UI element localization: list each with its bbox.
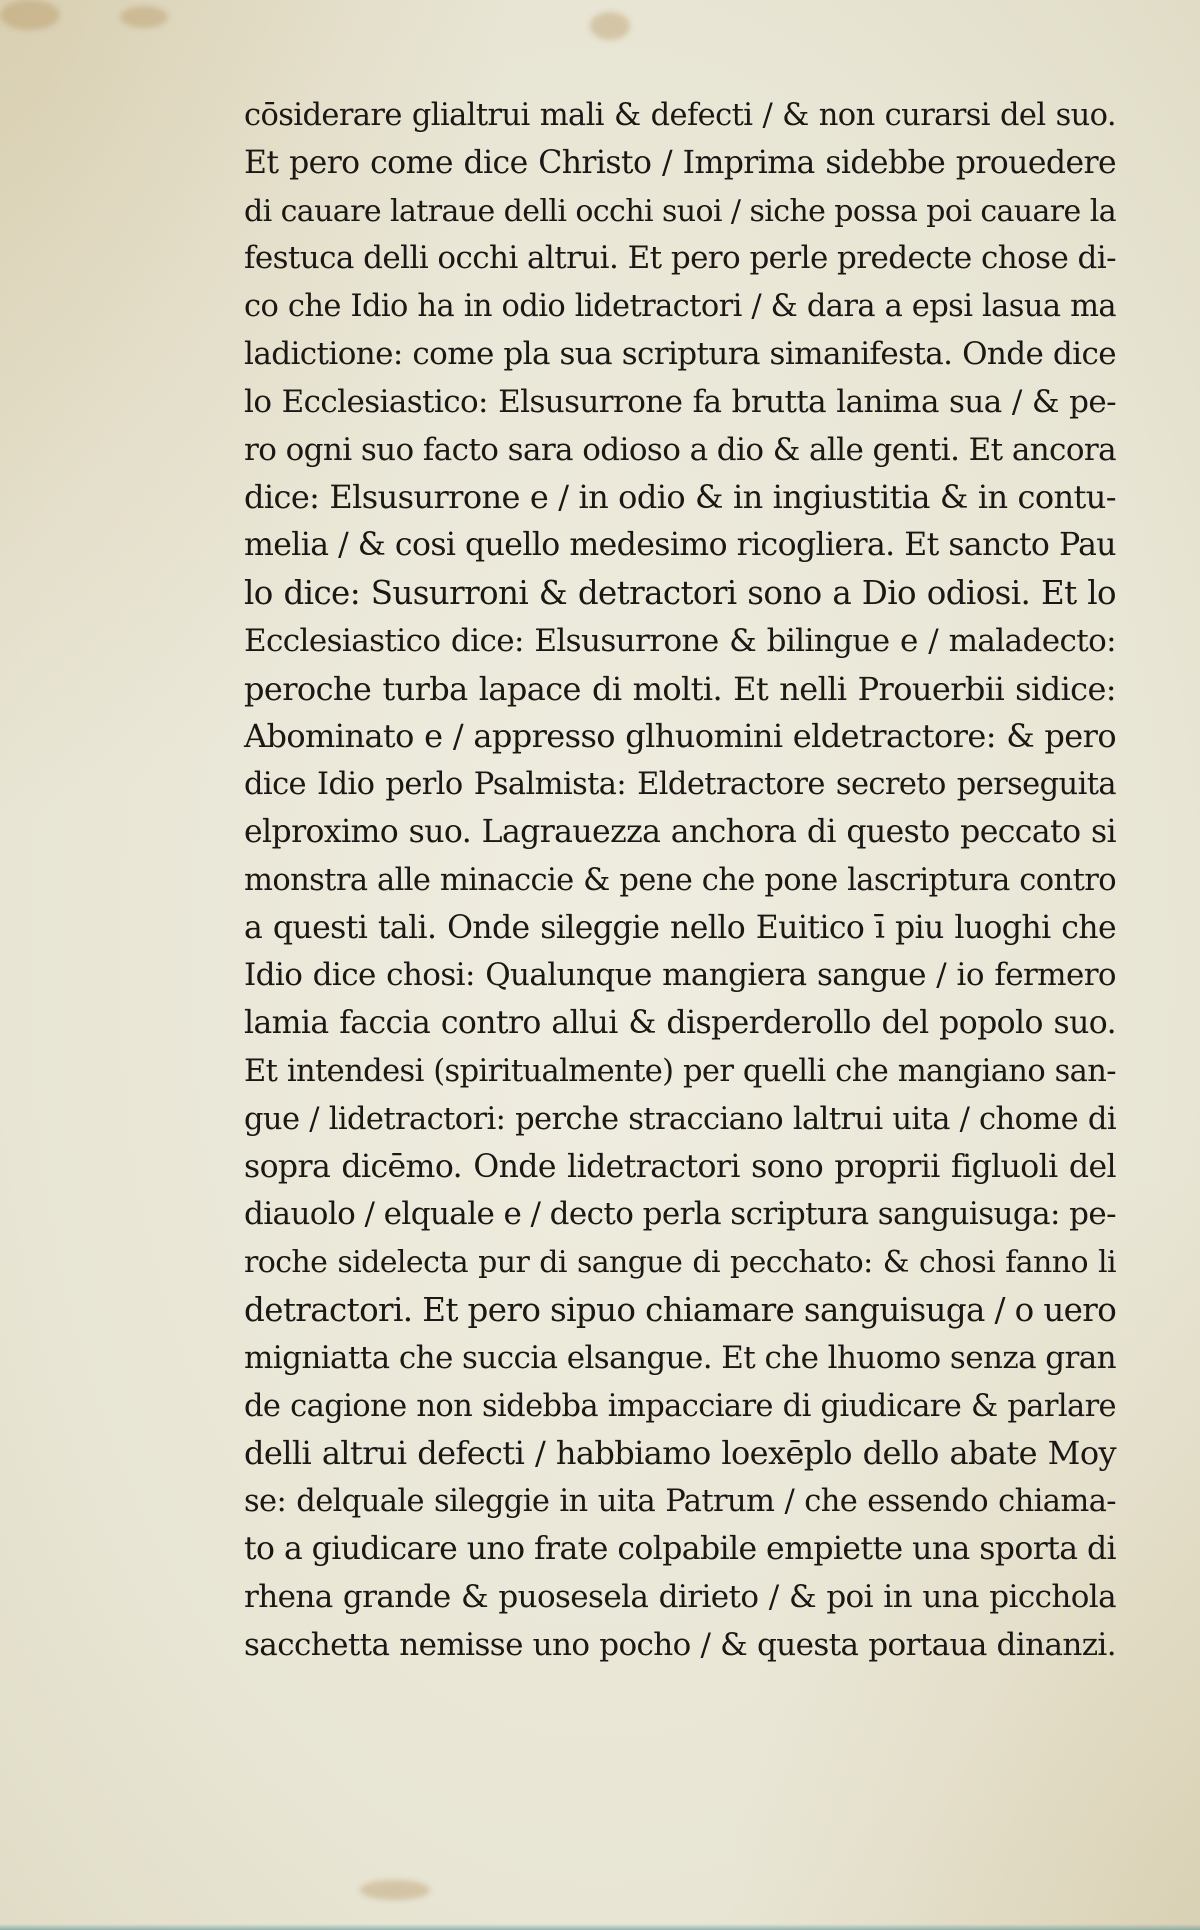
text-line: monstra alle minaccie & pene che pone lascriptura contro	[244, 862, 1116, 898]
page-bottom-edge	[0, 1924, 1200, 1930]
text-line: Idio dice chosi: Qualunque mangiera sangue / io fermero	[244, 957, 1116, 994]
text-line: roche sidelecta pur di sangue di pecchato: & chosi fanno li	[244, 1245, 1116, 1281]
text-line: Abominato e / appresso glhuomini eldetractore: & pero	[244, 717, 1116, 756]
foxing-stain	[360, 1880, 430, 1900]
text-line: Et pero come dice Christo / Imprima sidebbe prouedere	[244, 144, 1116, 181]
text-line: gue / lidetractori: perche stracciano laltrui uita / chome di	[244, 1101, 1116, 1137]
text-line: a questi tali. Onde sileggie nello Euitico ī piu luoghi che	[244, 909, 1116, 946]
text-line: peroche turba lapace di molti. Et nelli Prouerbii sidice:	[244, 669, 1116, 708]
text-line: ladictione: come pla sua scriptura simanifesta. Onde dice	[244, 335, 1116, 372]
foxing-stain	[590, 12, 630, 40]
text-line: festuca delli occhi altrui. Et pero perle predecte chose di-	[244, 240, 1116, 277]
text-line: diauolo / elquale e / decto perla scriptura sanguisuga: pe-	[244, 1196, 1116, 1233]
text-line: cōsiderare glialtrui mali & defecti / & non curarsi del suo.	[244, 98, 1116, 133]
foxing-stain	[120, 6, 168, 28]
text-line: dice: Elsusurrone e / in odio & in ingiustitia & in contu-	[244, 478, 1116, 517]
text-line: rhena grande & puosesela dirieto / & poi in una picchola	[244, 1578, 1116, 1615]
text-line: melia / & cosi quello medesimo ricogliera. Et sancto Pau	[244, 527, 1116, 564]
text-line: lo Ecclesiastico: Elsusurrone fa brutta lanima sua / & pe-	[244, 383, 1116, 420]
text-line: to a giudicare uno frate colpabile empiette una sporta di	[244, 1530, 1116, 1567]
text-line: detractori. Et pero sipuo chiamare sanguisuga / o uero	[244, 1290, 1117, 1329]
text-line: di cauare latraue delli occhi suoi / siche possa poi cauare la	[244, 193, 1116, 229]
text-line: lo dice: Susurroni & detractori sono a Dio odiosi. Et lo	[244, 573, 1116, 612]
text-line: de cagione non sidebba impacciare di giudicare & parlare	[244, 1388, 1116, 1424]
page-text	[244, 92, 1116, 1669]
text-line: ro ogni suo facto sara odioso a dio & alle genti. Et ancora	[244, 431, 1116, 468]
text-line: dice Idio perlo Psalmista: Eldetractore secreto perseguita	[244, 767, 1116, 803]
text-line: co che Idio ha in odio lidetractori / & dara a epsi lasua ma	[244, 289, 1116, 325]
text-line: sopra dicēmo. Onde lidetractori sono proprii figluoli del	[244, 1148, 1116, 1185]
text-line: se: delquale sileggie in uita Patrum / che essendo chiama-	[244, 1484, 1116, 1520]
text-line: Ecclesiastico dice: Elsusurrone & bilingue e / maladecto:	[244, 622, 1116, 659]
text-line: migniatta che succia elsangue. Et che lhuomo senza gran	[244, 1339, 1116, 1376]
text-line: lamia faccia contro allui & disperderollo del popolo suo.	[244, 1005, 1116, 1042]
foxing-stain	[0, 0, 60, 30]
text-line: elproximo suo. Lagrauezza anchora di questo peccato si	[244, 813, 1116, 850]
text-line: Et intendesi (spiritualmente) per quelli che mangiano san-	[244, 1053, 1116, 1089]
text-line: delli altrui defecti / habbiamo loexēplo dello abate Moy	[244, 1434, 1116, 1473]
text-line: sacchetta nemisse uno pocho / & questa portaua dinanzi.	[244, 1626, 1116, 1663]
